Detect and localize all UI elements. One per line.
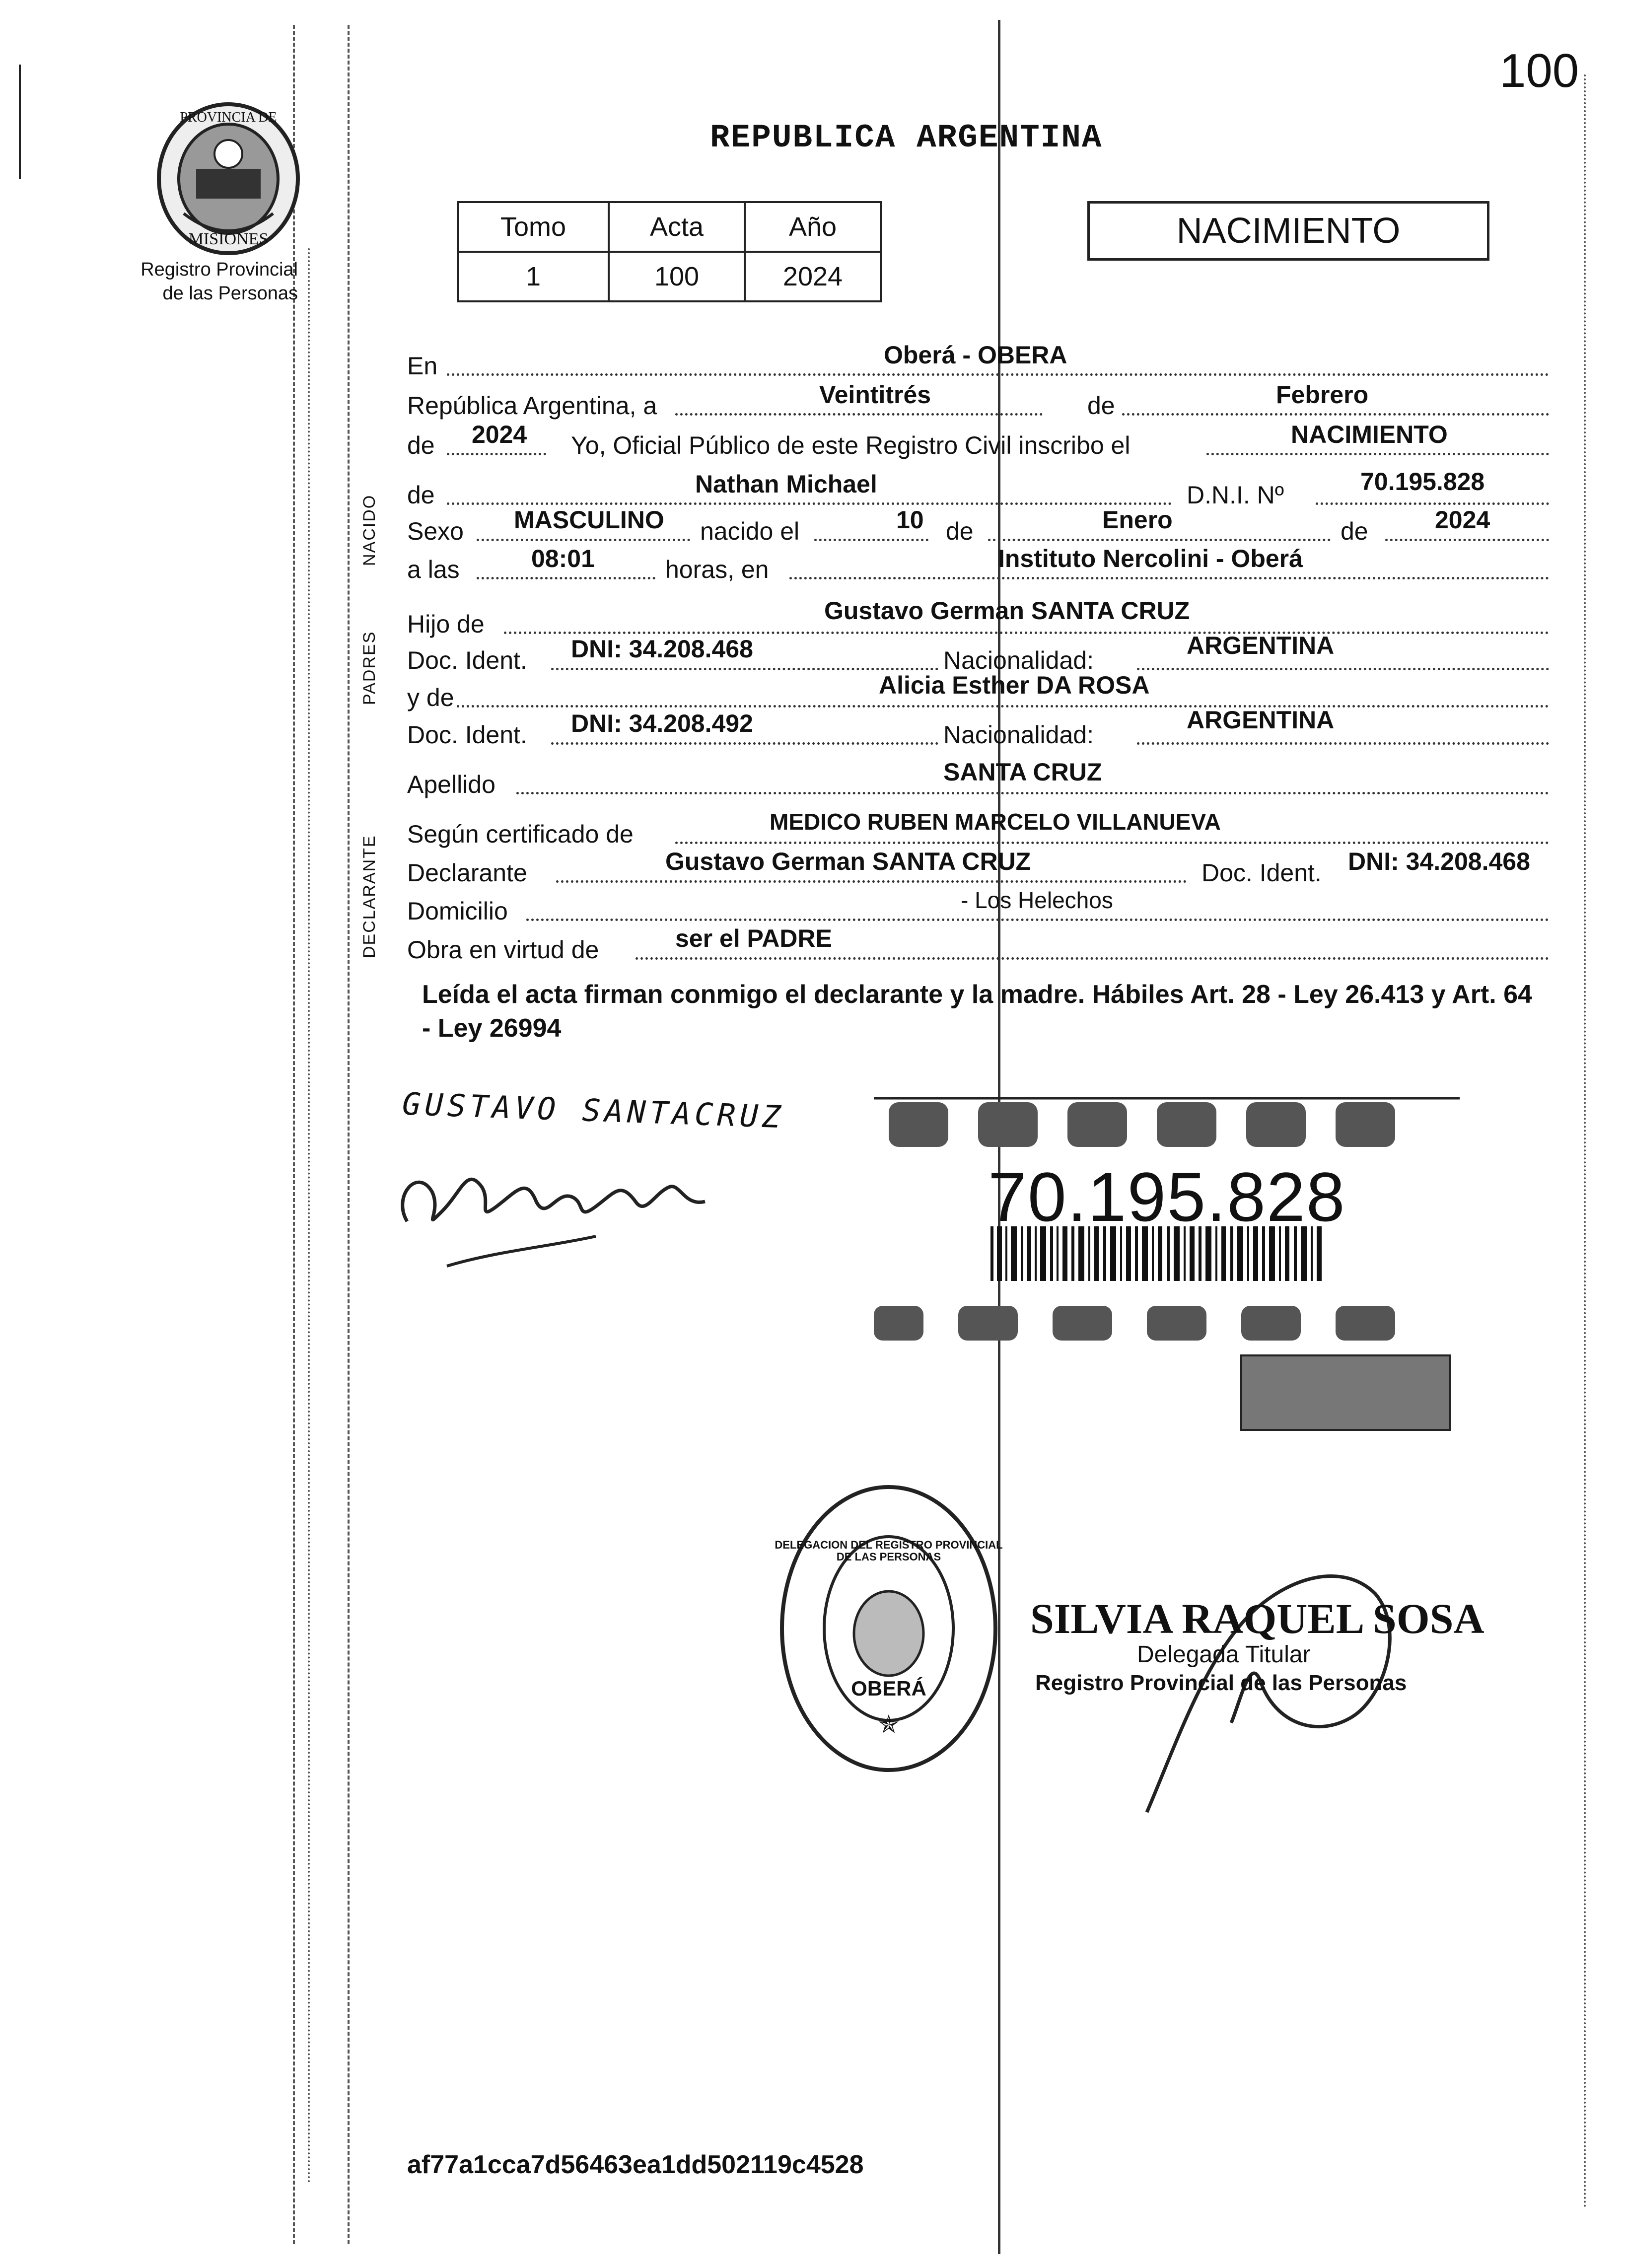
document-hash: af77a1cca7d56463ea1dd502119c4528: [407, 2150, 864, 2179]
value-madre: Alicia Esther DA ROSA: [879, 671, 1150, 699]
side-label-padres: PADRES: [360, 631, 379, 705]
value-domicilio: - Los Helechos: [961, 887, 1113, 913]
value-mes-nacimiento: Enero: [1102, 506, 1173, 534]
binding-line-2: [348, 25, 350, 2244]
value-dia-nacimiento: 10: [896, 506, 924, 534]
official-registry: Registro Provincial de las Personas: [1035, 1671, 1407, 1695]
dots-en: [447, 373, 1549, 376]
label-de-mes: de: [1087, 392, 1115, 420]
label-dni: D.N.I. Nº: [1187, 481, 1284, 509]
value-declarante: Gustavo German SANTA CRUZ: [665, 848, 1031, 875]
official-name: SILVIA RAQUEL SOSA: [1030, 1595, 1485, 1642]
side-label-declarante: DECLARANTE: [360, 835, 379, 958]
value-anio-inscripcion: 2024: [472, 421, 527, 448]
value-dni: 70.195.828: [1360, 468, 1485, 496]
dots-anio: [447, 453, 546, 455]
value-lugar-nacimiento: Instituto Nercolini - Oberá: [998, 545, 1303, 572]
label-en: En: [407, 352, 438, 380]
value-tomo: 1: [458, 252, 609, 301]
value-apellido: SANTA CRUZ: [943, 758, 1102, 786]
registry-label: [114, 258, 298, 305]
value-padre-nacionalidad: ARGENTINA: [1187, 632, 1335, 659]
label-obra-en-virtud: Obra en virtud de: [407, 936, 599, 964]
dots-madre-dni: [551, 742, 938, 745]
label-nacionalidad-padre: Nacionalidad:: [943, 646, 1094, 674]
dots-nombre: [447, 502, 1172, 505]
label-yo-oficial: Yo, Oficial Público de este Registro Civil inscribo el: [571, 431, 1131, 459]
value-anio-nacimiento: 2024: [1435, 506, 1490, 534]
round-seal-text: DELEGACION DEL REGISTRO PROVINCIAL DE LAS PERSONAS: [775, 1539, 1003, 1563]
value-anio: 2024: [745, 252, 881, 301]
label-de-nombre: de: [407, 481, 435, 509]
security-stamp: [874, 1087, 1470, 1445]
label-republica: República Argentina, a: [407, 392, 657, 420]
document-type: NACIMIENTO: [1087, 201, 1489, 261]
dots-en-virtud: [636, 957, 1549, 960]
value-mes-inscripcion: Febrero: [1276, 381, 1369, 409]
svg-text:MISIONES: MISIONES: [188, 230, 269, 248]
dots-dia: [675, 413, 1043, 416]
label-hijo-de: Hijo de: [407, 610, 485, 638]
dots-mes: [1122, 413, 1549, 416]
dots-dia-nac: [814, 539, 928, 541]
left-margin-line: [19, 65, 21, 179]
dots-sexo: [477, 539, 690, 541]
dots-padre-dni: [551, 668, 938, 670]
label-doc-ident-padre: Doc. Ident.: [407, 646, 527, 674]
official-role: Delegada Titular: [1137, 1641, 1311, 1668]
value-madre-dni: DNI: 34.208.492: [571, 709, 753, 737]
handwritten-declarant-name: GUSTAVO SANTACRUZ: [401, 1085, 785, 1135]
value-certificado: MEDICO RUBEN MARCELO VILLANUEVA: [770, 809, 1221, 835]
value-nombre: Nathan Michael: [695, 470, 877, 498]
registry-label-line1: Registro Provincial: [141, 259, 298, 280]
dots-domicilio: [526, 919, 1549, 921]
delegation-round-seal: [775, 1480, 1003, 1777]
right-margin-line: [1584, 74, 1586, 2209]
label-de-anio-nac: de: [1341, 517, 1368, 545]
dots-declarante: [556, 880, 1187, 883]
svg-text:PROVINCIA DE: PROVINCIA DE: [180, 110, 277, 125]
dots-dni: [1316, 502, 1549, 505]
binding-line-3: [308, 248, 310, 2185]
side-label-nacido: NACIDO: [360, 494, 379, 566]
value-hora: 08:01: [531, 545, 595, 572]
label-doc-ident-declarante: Doc. Ident.: [1202, 859, 1322, 887]
dots-hora: [477, 577, 655, 579]
svg-text:OBERÁ: OBERÁ: [851, 1677, 926, 1700]
dots-apellido: [516, 792, 1549, 794]
province-seal: [154, 99, 303, 258]
acta-table: [457, 201, 882, 302]
label-nacido-el: nacido el: [700, 517, 800, 545]
label-segun-certificado: Según certificado de: [407, 820, 634, 848]
declarant-signature: [387, 1137, 745, 1278]
value-padre: Gustavo German SANTA CRUZ: [824, 597, 1190, 625]
svg-text:✯: ✯: [878, 1710, 899, 1738]
dots-padre-nac: [1137, 668, 1549, 670]
country-title: REPUBLICA ARGENTINA: [710, 119, 1103, 156]
label-y-de: y de: [407, 684, 454, 711]
binding-line-1: [293, 25, 295, 2244]
dots-mes-nac: [988, 539, 1331, 541]
label-horas-en: horas, en: [665, 556, 769, 583]
value-acta: 100: [609, 252, 745, 301]
dots-anio-nac: [1385, 539, 1549, 541]
registry-label-line2: de las Personas: [162, 283, 298, 304]
label-a-las: a las: [407, 556, 460, 583]
label-nacionalidad-madre: Nacionalidad:: [943, 721, 1094, 749]
value-sexo: MASCULINO: [514, 506, 664, 534]
label-declarante: Declarante: [407, 859, 527, 887]
dots-madre: [457, 705, 1549, 708]
dots-padre: [504, 632, 1549, 634]
label-apellido: Apellido: [407, 771, 495, 798]
value-lugar: Oberá - OBERA: [884, 341, 1067, 369]
page-number: 100: [1499, 44, 1579, 97]
value-declarante-dni: DNI: 34.208.468: [1348, 848, 1530, 875]
value-madre-nacionalidad: ARGENTINA: [1187, 706, 1335, 734]
label-de-mes-nac: de: [946, 517, 974, 545]
dots-lugar-nac: [789, 577, 1549, 579]
header-anio: Año: [745, 202, 881, 252]
label-de-anio: de: [407, 431, 435, 459]
value-tipo-inscripcion: NACIMIENTO: [1291, 421, 1448, 448]
dots-tipo: [1206, 453, 1549, 455]
dots-madre-nac: [1137, 742, 1549, 745]
value-padre-dni: DNI: 34.208.468: [571, 635, 753, 663]
value-en-virtud: ser el PADRE: [675, 924, 832, 952]
label-domicilio: Domicilio: [407, 897, 508, 925]
stamp-dni-number: 70.195.828: [988, 1158, 1346, 1236]
value-dia-inscripcion: Veintitrés: [819, 381, 931, 409]
label-doc-ident-madre: Doc. Ident.: [407, 721, 527, 749]
header-tomo: Tomo: [458, 202, 609, 252]
label-sexo: Sexo: [407, 517, 464, 545]
header-acta: Acta: [609, 202, 745, 252]
legal-text: Leída el acta firman conmigo el declarante y la madre. Hábiles Art. 28 - Ley 26.413 y Art. 64 - Ley 26994: [422, 980, 1532, 1043]
dots-certificado: [675, 842, 1549, 844]
